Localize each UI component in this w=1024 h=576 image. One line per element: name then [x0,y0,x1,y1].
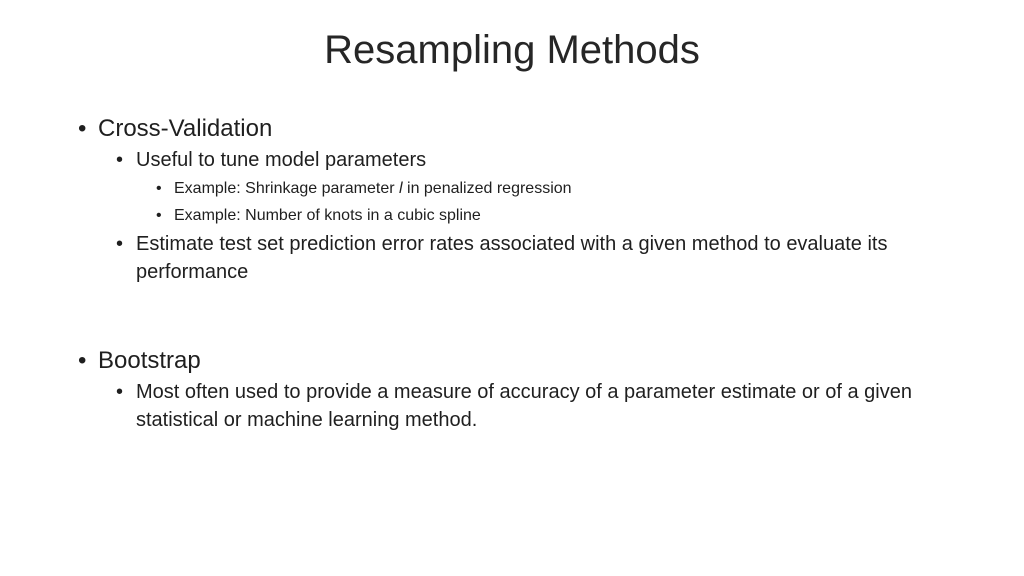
example-text: Example: Number of knots in a cubic spline [174,207,481,224]
bullet-icon: • [156,207,162,224]
subbullet-bootstrap-accuracy [114,378,956,434]
point-text: Most often used to provide a measure of accuracy of a parameter estimate or of a given statistical or machine learning method. [136,381,912,431]
section-spacer [76,286,956,346]
bullet-icon: • [116,381,124,403]
subsubbullet-knots-example [152,204,956,228]
bullet-cross-validation [76,114,956,144]
section-heading: Cross-Validation [98,115,273,142]
bullet-icon: • [78,347,87,374]
subbullet-tune-parameters [114,146,956,174]
bullet-icon: • [78,115,87,142]
lambda-symbol: l [399,180,403,197]
subsubbullet-shrinkage-example [152,177,956,201]
section-heading: Bootstrap [98,347,201,374]
example-suffix: in penalized regression [402,180,572,197]
point-text: Useful to tune model parameters [136,149,427,171]
bullet-icon: • [116,149,124,171]
slide-content [76,114,956,434]
subbullet-estimate-error [114,230,956,286]
slide-title: Resampling Methods [324,28,700,72]
bullet-bootstrap [76,346,956,376]
example-prefix: Example: Shrinkage parameter [174,180,399,197]
bullet-icon: • [116,233,124,255]
point-text: Estimate test set prediction error rates associated with a given method to evaluate its performance [136,233,888,283]
bullet-icon: • [156,180,162,197]
